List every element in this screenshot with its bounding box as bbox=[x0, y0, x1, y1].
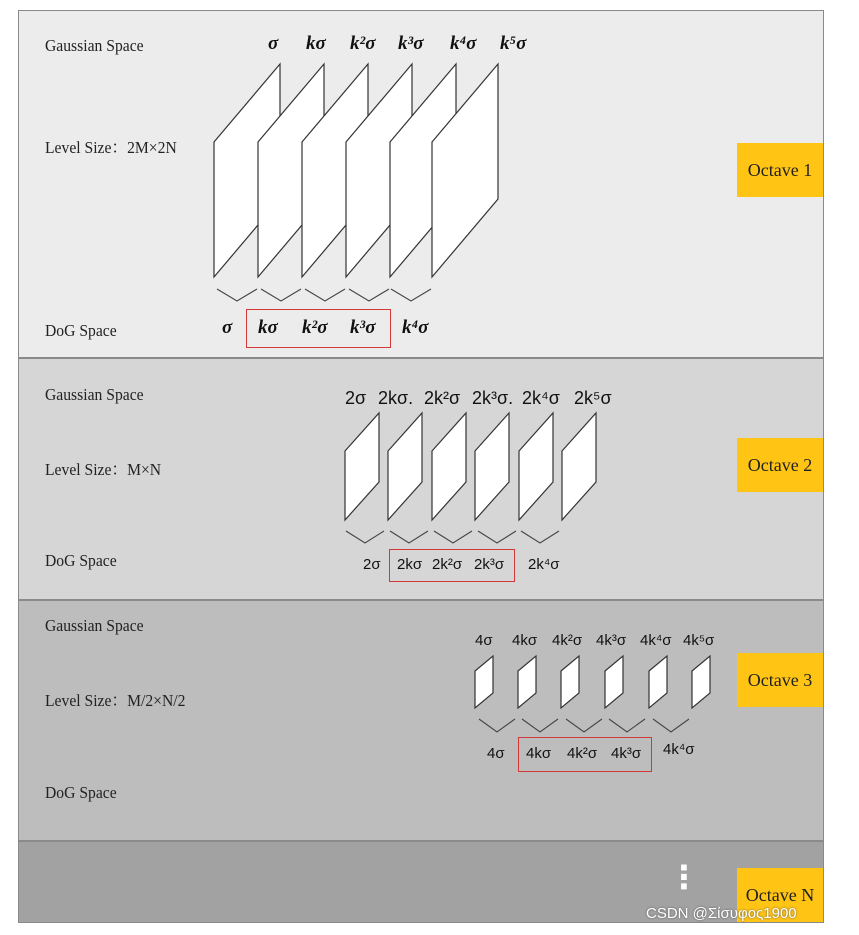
octave-1-dog-sigma: k⁴σ bbox=[402, 317, 429, 338]
octave-2-gaussian-label: Gaussian Space bbox=[45, 385, 144, 404]
octave-2-gaussian-sigma: 2k⁵σ bbox=[574, 388, 612, 408]
octave-1-dog-sigma: k²σ bbox=[302, 317, 328, 338]
octave-3-gaussian-sigma: 4k²σ bbox=[552, 632, 583, 649]
octave-2-gaussian-sigma: 2kσ. bbox=[378, 388, 414, 408]
octave-1-dog-label: DoG Space bbox=[45, 321, 117, 340]
octave-2-gaussian-sigma: 2k²σ bbox=[424, 388, 461, 408]
octave-3-gaussian-sigma: 4k⁵σ bbox=[683, 632, 715, 649]
octave-2-level-size-label: Level Size：M×N bbox=[45, 460, 162, 479]
octave-2-tag: Octave 2 bbox=[737, 438, 823, 492]
octave-2-dog-sigma: 2kσ bbox=[397, 556, 423, 573]
octave-3-dog-sigma: 4kσ bbox=[526, 745, 552, 762]
octave-2-dog-sigma: 2k²σ bbox=[432, 556, 463, 573]
octave-2-dog-sigma: 2k⁴σ bbox=[528, 556, 560, 573]
octave-3-dog-sigma: 4k³σ bbox=[611, 745, 642, 762]
octave-3-gaussian-sigma: 4kσ bbox=[512, 632, 538, 649]
octave-3-gaussian-sigma: 4σ bbox=[475, 632, 493, 649]
octave-3-gaussian-label: Gaussian Space bbox=[45, 616, 144, 635]
octave-1-tag: Octave 1 bbox=[737, 143, 823, 197]
octave-3-gaussian-sigma: 4k⁴σ bbox=[640, 632, 672, 649]
octave-2-dog-sigma: 2k³σ bbox=[474, 556, 505, 573]
octave-1-gaussian-sigma: kσ bbox=[306, 33, 326, 54]
octave-1-dog-sigma: σ bbox=[222, 317, 233, 338]
octave-1-dog-sigma: kσ bbox=[258, 317, 278, 338]
octave-1-gaussian-label: Gaussian Space bbox=[45, 36, 144, 55]
octave-1-gaussian-sigma: k²σ bbox=[350, 33, 376, 54]
octave-1-gaussian-sigma: σ bbox=[268, 33, 279, 54]
octave-3-gaussian-sigma: 4k³σ bbox=[596, 632, 627, 649]
octave-2-dog-label: DoG Space bbox=[45, 551, 117, 570]
octave-1-gaussian-sigma: k³σ bbox=[398, 33, 424, 54]
octave-2-gaussian-sigma: 2k⁴σ bbox=[522, 388, 560, 408]
octave-1-gaussian-sigma: k⁴σ bbox=[450, 33, 477, 54]
octave-1-band bbox=[18, 10, 824, 358]
octave-1-dog-sigma: k³σ bbox=[350, 317, 376, 338]
octave-1-gaussian-sigma: k⁵σ bbox=[500, 33, 527, 54]
octave-3-dog-sigma: 4k²σ bbox=[567, 745, 598, 762]
octave-3-level-size-label: Level Size：M/2×N/2 bbox=[45, 691, 186, 710]
octave-3-tag: Octave 3 bbox=[737, 653, 823, 707]
octave-3-dog-sigma: 4σ bbox=[487, 745, 505, 762]
octave-2-gaussian-sigma: 2σ bbox=[345, 388, 367, 408]
octave-1-level-size-label: Level Size：2M×2N bbox=[45, 138, 177, 157]
octave-n-tag: Octave N bbox=[737, 868, 823, 922]
octave-3-dog-label: DoG Space bbox=[45, 783, 117, 802]
more-octaves-ellipsis: ⋮ bbox=[668, 858, 700, 896]
octave-2-dog-sigma: 2σ bbox=[363, 556, 381, 573]
watermark: CSDN @Σίσυφος1900 bbox=[646, 905, 797, 922]
octave-2-gaussian-sigma: 2k³σ. bbox=[472, 388, 514, 408]
octave-3-dog-sigma: 4k⁴σ bbox=[663, 741, 695, 758]
